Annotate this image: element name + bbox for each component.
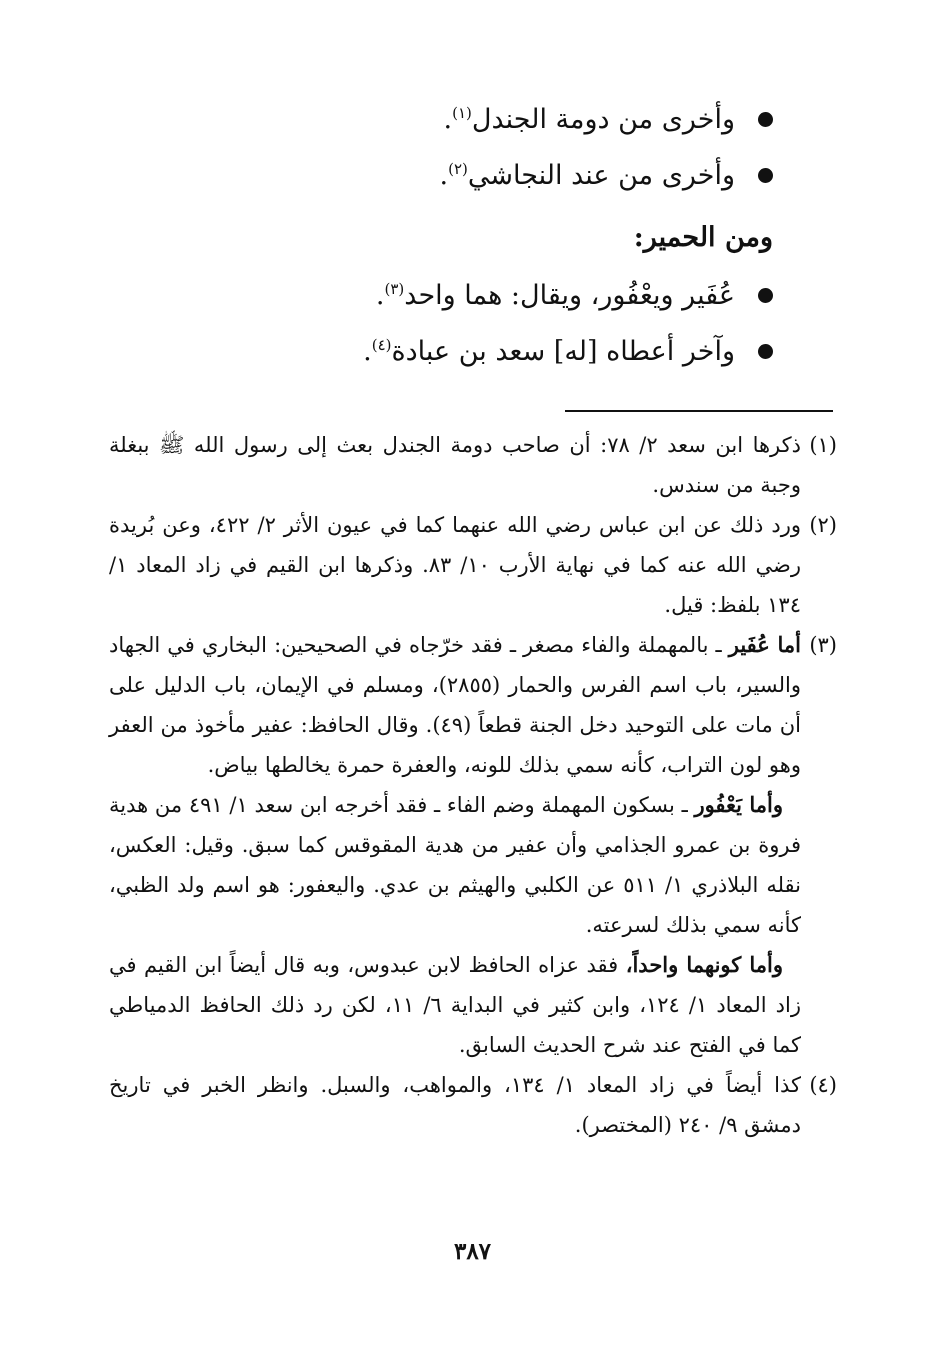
bullet-icon [758, 168, 773, 183]
list-item: عُفَير ويعْفُور، ويقال: هما واحد$^{(٣)}$. [133, 276, 773, 316]
footnote-number: (٤) [809, 1073, 837, 1097]
bullet-icon [758, 288, 773, 303]
footnote-number: (٢) [809, 513, 837, 537]
footnote-number: (٣) [809, 633, 837, 657]
footnote-lead: أما عُفَير [728, 632, 801, 657]
footnote-ref-1[interactable]: (١) [452, 104, 472, 122]
footnote-3-paragraph-2 [109, 785, 837, 945]
bullet-icon [758, 344, 773, 359]
footnote-ref-4[interactable]: (٤) [371, 336, 392, 354]
footnote-text: ـ بسكون المهملة وضم الفاء ـ فقد أخرجه ابن سعد ١/ ٤٩١ من هدية فروة بن عمرو الجذامي وأن عفير من هدية المقوقس كما سبق. وقيل: العكس، نقله البلاذري ١/ ٥١١ عن الكلبي والهيثم بن عدي. واليعفور: هو اسم ولد الظبي، كأنه سمي بذلك لسرعته. [109, 793, 801, 937]
footnote-text: ذكرها ابن سعد ٢/ ٧٨: أن صاحب دومة الجندل بعث إلى رسول الله ﷺ ببغلة وجبة من سندس. [109, 433, 801, 497]
footnote-2 [109, 505, 837, 625]
footnote-3 [109, 625, 837, 785]
footnote-ref-2[interactable]: (٢) [448, 160, 468, 178]
section-heading: ومن الحمير: [633, 222, 773, 253]
footnote-1 [109, 425, 837, 505]
main-text-list [133, 100, 773, 388]
list-item: وأخرى من دومة الجندل$^{(١)}$. [133, 100, 773, 140]
list-item: وآخر أعطاه [له] سعد بن عبادة$^{(٤)}$. [133, 332, 773, 372]
footnote-text: كذا أيضاً في زاد المعاد ١/ ١٣٤، والمواهب، والسبل. وانظر الخبر في تاريخ دمشق ٩/ ٢٤٠ (المختصر). [109, 1073, 801, 1137]
footnote-separator [565, 410, 833, 412]
footnote-lead: وأما كونهما واحداً، [625, 952, 783, 977]
footnote-3-paragraph-3 [109, 945, 837, 1065]
item-text: وأخرى من عند النجاشي [467, 160, 735, 191]
item-text: وآخر أعطاه [له] سعد بن عبادة [391, 336, 735, 367]
footnote-ref-3[interactable]: (٣) [384, 280, 405, 298]
footnote-text: فقد عزاه الحافظ لابن عبدوس، وبه قال أيضاً ابن القيم في زاد المعاد ١/ ١٢٤، وابن كثير في البداية ٦/ ١١، لكن رد ذلك الحافظ الدمياطي كما في الفتح عند شرح الحديث السابق. [109, 953, 801, 1057]
footnotes-section [109, 425, 837, 1145]
footnote-text: ـ بالمهملة والفاء مصغر ـ فقد خرّجاه في الصحيحين: البخاري في الجهاد والسير، باب اسم الفرس والحمار (٢٨٥٥)، ومسلم في الإيمان، باب الدليل على أن مات على التوحيد دخل الجنة قطعاً (٤٩). وقال الحافظ: عفير مأخوذ من العفر وهو لون التراب، كأنه سمي بذلك للونه، والعفرة حمرة يخالطها بياض. [109, 633, 801, 777]
bullet-icon [758, 112, 773, 127]
page-number: ٣٨٧ [453, 1238, 492, 1265]
footnote-text: ورد ذلك عن ابن عباس رضي الله عنهما كما في عيون الأثر ٢/ ٤٢٢، وعن بُريدة رضي الله عنه كما في نهاية الأرب ١٠/ ٨٣. وذكرها ابن القيم في زاد المعاد ١/ ١٣٤ بلفظ: قيل. [109, 513, 802, 617]
footnote-number: (١) [809, 433, 837, 457]
footnote-lead: وأما يَعْفُور [694, 792, 783, 817]
item-text: عُفَير ويعْفُور، ويقال: هما واحد [404, 280, 735, 311]
footnote-4 [109, 1065, 837, 1145]
item-text: وأخرى من دومة الجندل [471, 104, 735, 135]
list-item: وأخرى من عند النجاشي$^{(٢)}$. [133, 156, 773, 196]
